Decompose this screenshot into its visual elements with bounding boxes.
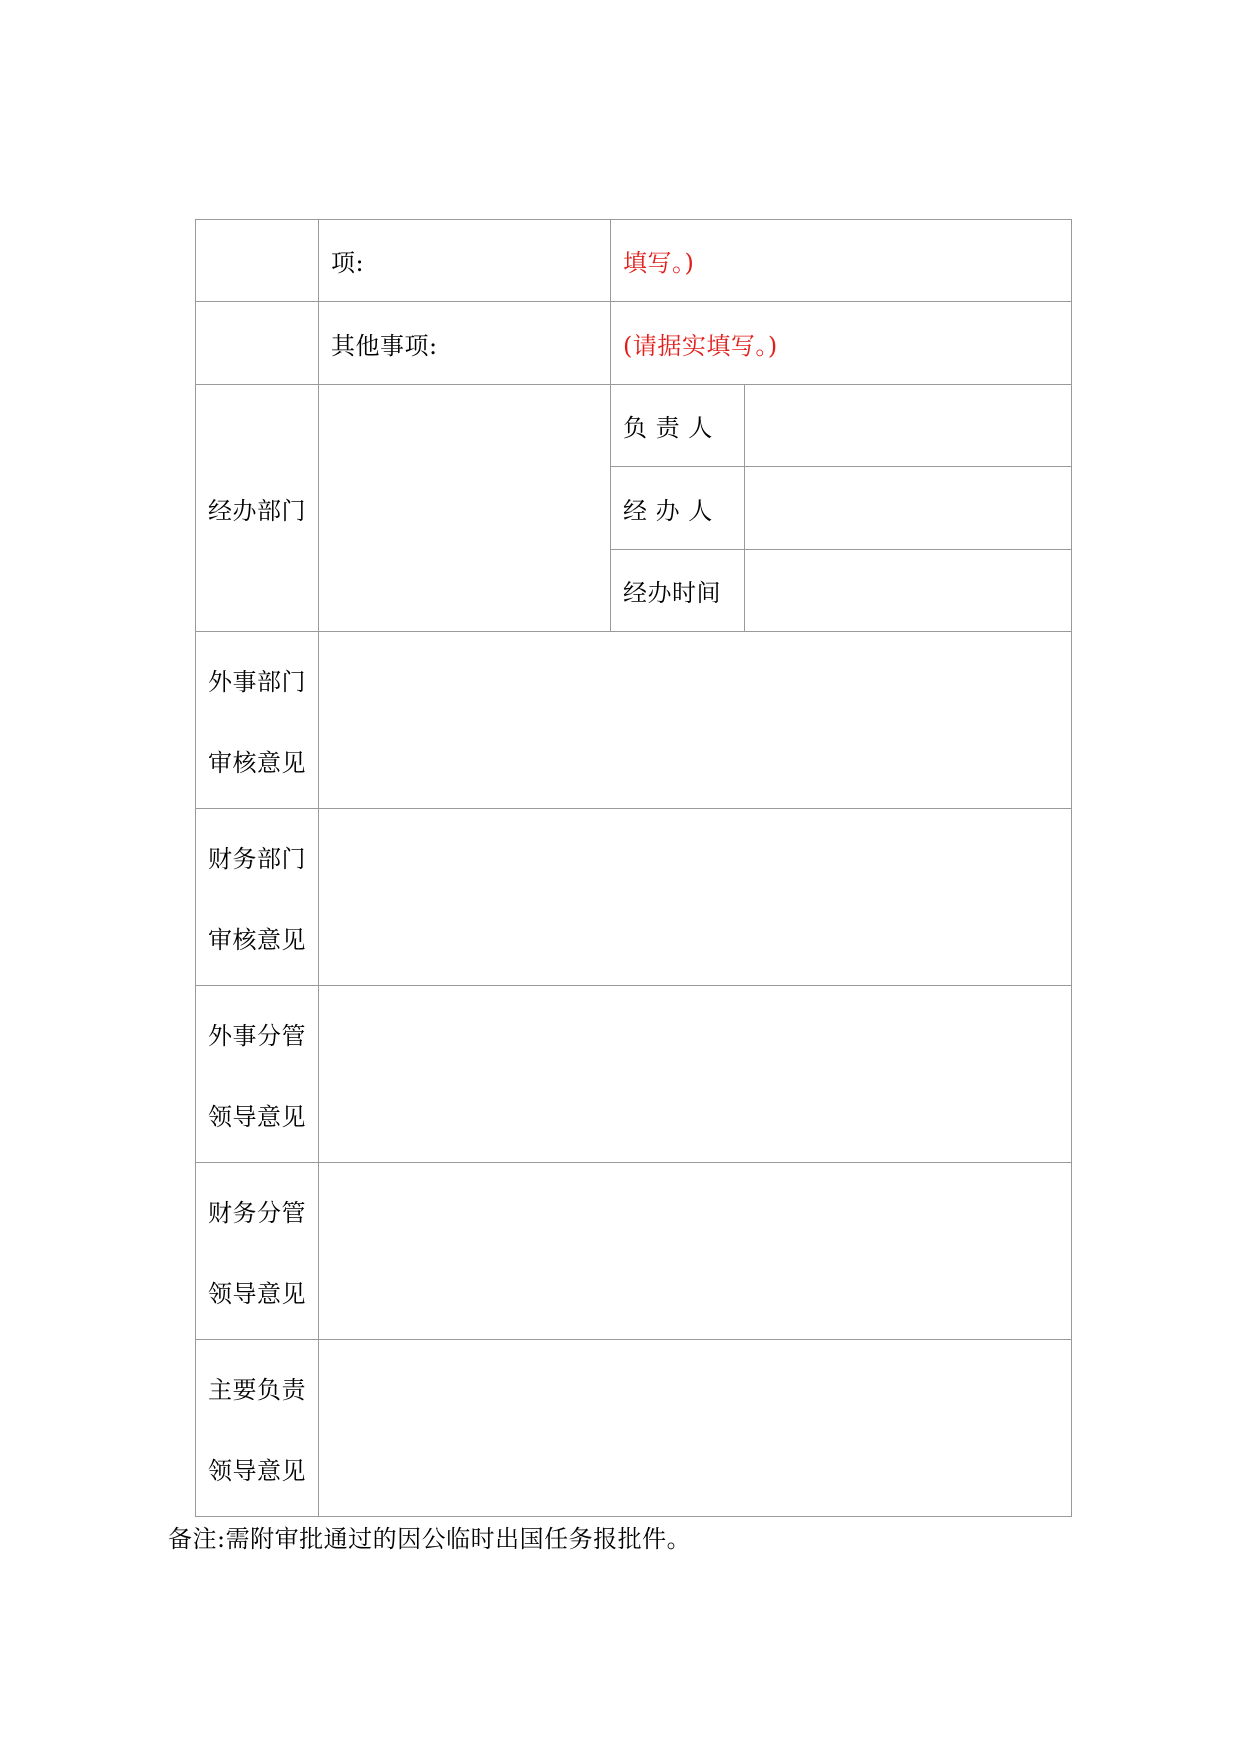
finance-leader-opinion-field[interactable] [319, 1163, 1072, 1340]
form-row [196, 1163, 1072, 1340]
foreign-leader-opinion-label [196, 986, 319, 1163]
label-line: 外事部门 [208, 668, 306, 696]
chief-leader-opinion-label [196, 1340, 319, 1517]
form-row [196, 986, 1072, 1163]
other-items-label: 其他事项: [319, 302, 611, 385]
handling-dept-field[interactable] [319, 385, 611, 632]
item-label: 项: [319, 220, 611, 302]
form-row [196, 632, 1072, 809]
responsible-person-label: 负 责 人 [611, 385, 745, 467]
form-row [196, 302, 1072, 385]
foreign-dept-review-field[interactable] [319, 632, 1072, 809]
label-line: 领导意见 [208, 1103, 306, 1131]
fill-hint-text[interactable]: 填写。) [611, 220, 1072, 302]
row-label-cell [196, 302, 319, 385]
foreign-dept-review-label [196, 632, 319, 809]
label-line: 领导意见 [208, 1280, 306, 1308]
footnote-remark: 备注:需附审批通过的因公临时出国任务报批件。 [168, 1525, 692, 1553]
approval-form-table [195, 219, 1072, 1517]
label-line: 领导意见 [208, 1457, 306, 1485]
other-items-hint[interactable]: (请据实填写。) [611, 302, 1072, 385]
foreign-leader-opinion-field[interactable] [319, 986, 1072, 1163]
handler-field[interactable] [745, 467, 1072, 550]
label-line: 外事分管 [208, 1022, 306, 1050]
form-row [196, 1340, 1072, 1517]
chief-leader-opinion-field[interactable] [319, 1340, 1072, 1517]
form-row [196, 385, 1072, 467]
handling-time-field[interactable] [745, 550, 1072, 632]
label-line: 财务分管 [208, 1199, 306, 1227]
handler-label: 经 办 人 [611, 467, 745, 550]
form-row [196, 809, 1072, 986]
handling-time-label: 经办时间 [611, 550, 745, 632]
handling-dept-label: 经办部门 [196, 385, 319, 632]
finance-dept-review-label [196, 809, 319, 986]
form-row [196, 220, 1072, 302]
row-label-cell [196, 220, 319, 302]
label-line: 审核意见 [208, 926, 306, 954]
responsible-person-field[interactable] [745, 385, 1072, 467]
label-line: 审核意见 [208, 749, 306, 777]
finance-dept-review-field[interactable] [319, 809, 1072, 986]
label-line: 财务部门 [208, 845, 306, 873]
label-line: 主要负责 [208, 1376, 306, 1404]
finance-leader-opinion-label [196, 1163, 319, 1340]
